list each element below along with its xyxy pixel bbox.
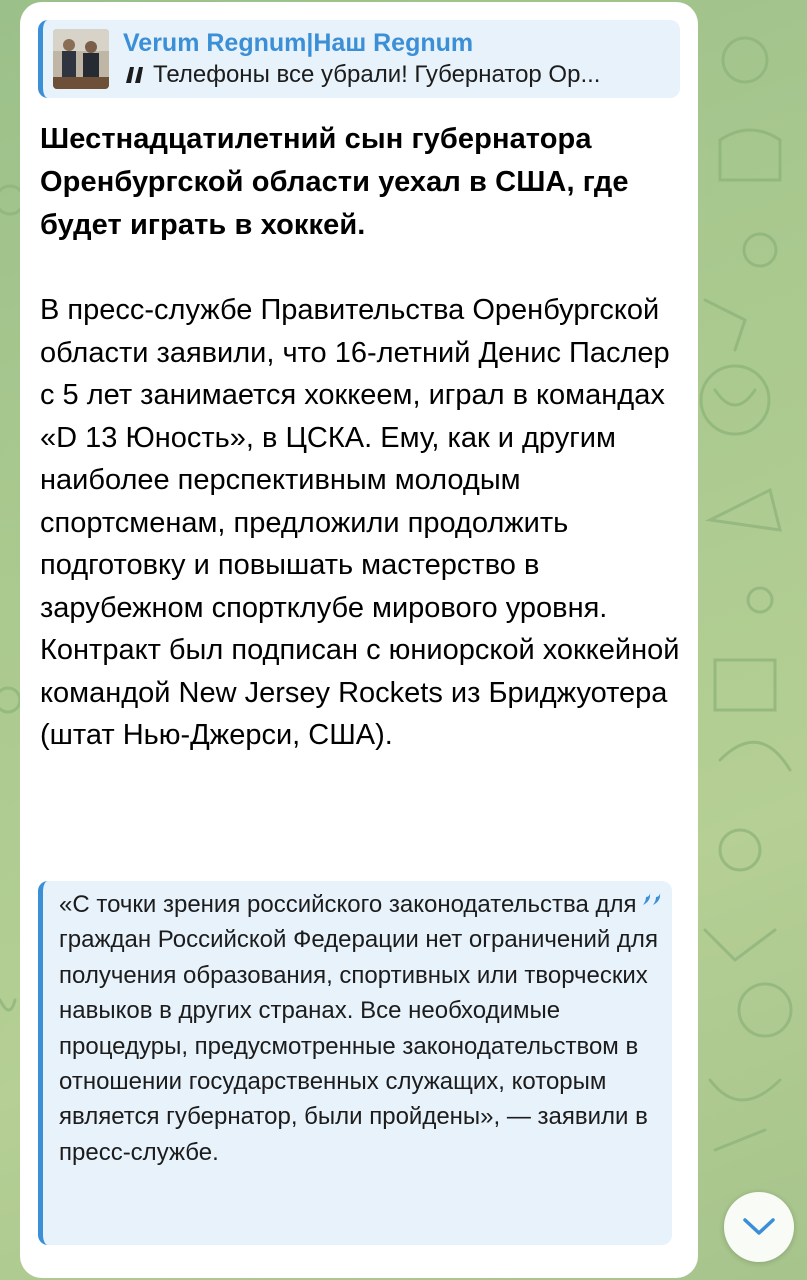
message-blockquote — [38, 881, 672, 1245]
quote-icon — [123, 65, 145, 85]
reply-preview[interactable] — [38, 20, 680, 98]
reply-snippet: Телефоны все убрали! Губернатор Ор... — [153, 61, 601, 88]
blockquote-text: «С точки зрения российского законодательства для граждан Российской Федерации нет ограничений для получения образования, спортивных или творческих навыков в других странах. Все необходимые процедуры, предусмотренные законодательством в отношении государственных служащих, которым является губернатор, были пройдены», — заявили в пресс-службе. — [59, 891, 658, 1166]
reply-author: Verum Regnum|Наш Regnum — [123, 29, 474, 57]
message-paragraph: В пресс-службе Правительства Оренбургской области заявили, что 16-летний Денис Паслер с 5 лет занимается хоккеем, играл в командах «D 13 Юность», в ЦСКА. Ему, как и другим наиболее перспективным молодым спортсменам, предложили продолжить подготовку и повышать мастерство в зарубежном спортклубе мирового уровня. Контракт был подписан с юниорской хоккейной командой New Jersey Rockets из Бриджуотера (штат Нью-Джерси, США). — [40, 294, 680, 751]
scroll-down-button[interactable] — [724, 1192, 794, 1262]
reply-thumbnail — [53, 29, 109, 89]
quote-mark-icon — [642, 887, 664, 907]
chevron-down-icon — [742, 1217, 776, 1237]
message-headline: Шестнадцатилетний сын губернатора Оренбургской области уехал в США, где будет играть в хоккей. — [40, 123, 629, 241]
message-bubble[interactable] — [20, 2, 698, 1278]
